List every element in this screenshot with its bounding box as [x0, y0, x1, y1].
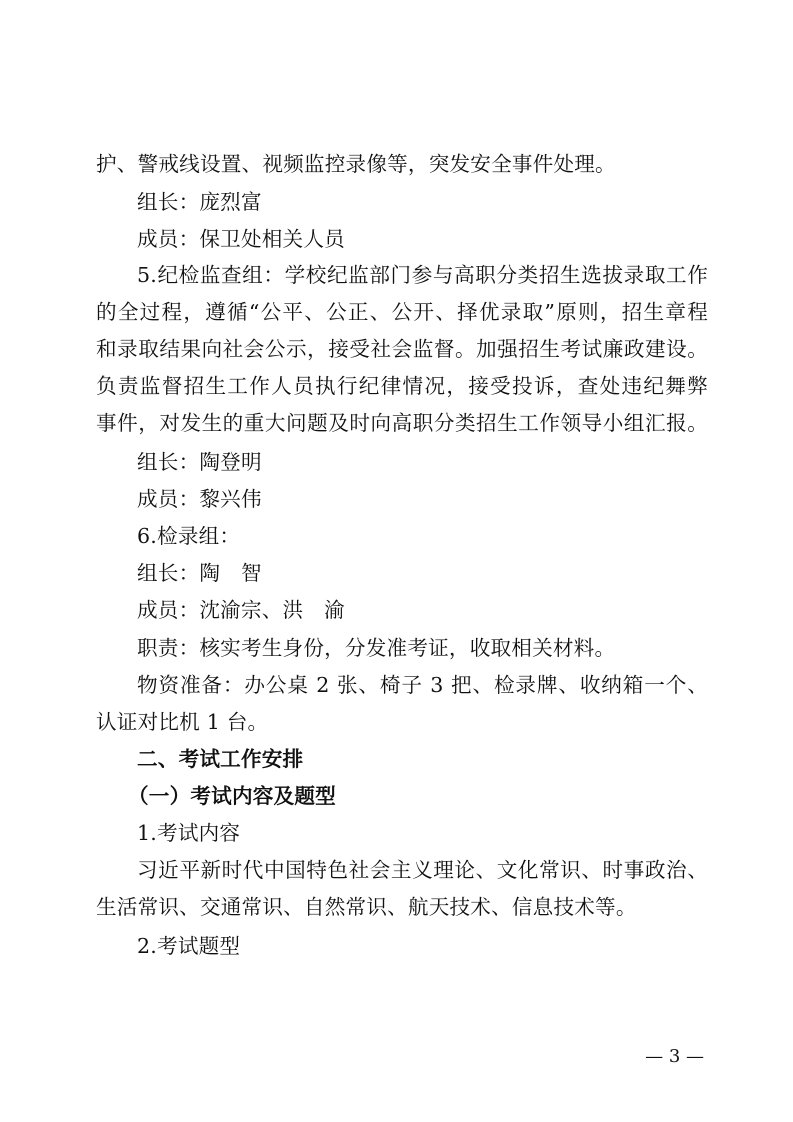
text-line-21: 生活常识、交通常识、自然常识、航天技术、信息技术等。: [96, 895, 637, 919]
text-line-19: 1.考试内容: [137, 821, 241, 845]
text-line-15: 物资准备：办公桌 2 张、椅子 3 把、检录牌、收纳箱一个、: [137, 673, 708, 697]
text-line-6: 和录取结果向社会公示，接受社会监督。加强招生考试廉政建设。: [96, 337, 708, 361]
text-line-9: 组长：陶登明: [137, 450, 262, 474]
text-line-2: 组长：庞烈富: [137, 190, 262, 214]
section-heading: 二、考试工作安排: [137, 747, 304, 771]
page-number: — 3 —: [645, 1046, 704, 1067]
text-line-11: 6.检录组：: [137, 524, 241, 548]
text-line-22: 2.考试题型: [137, 934, 241, 958]
text-line-20: 习近平新时代中国特色社会主义理论、文化常识、时事政治、: [137, 858, 708, 882]
text-line-13: 成员：沈渝宗、洪 渝: [137, 598, 345, 622]
text-line-1: 护、警戒线设置、视频监控录像等，突发安全事件处理。: [96, 152, 616, 176]
text-line-5: 的全过程，遵循“公平、公正、公开、择优录取”原则，招生章程: [96, 300, 708, 324]
text-line-12: 组长：陶 智: [137, 561, 262, 585]
subsection-heading: （一）考试内容及题型: [128, 784, 336, 808]
text-line-4: 5.纪检监查组：学校纪监部门参与高职分类招生选拔录取工作: [137, 263, 708, 287]
text-line-16: 认证对比机 1 台。: [96, 710, 269, 734]
text-line-3: 成员：保卫处相关人员: [137, 227, 345, 251]
text-line-7: 负责监督招生工作人员执行纪律情况，接受投诉，查处违纪舞弊: [96, 374, 708, 398]
text-line-10: 成员：黎兴伟: [137, 487, 262, 511]
text-line-14: 职责：核实考生身份，分发准考证，收取相关材料。: [137, 636, 616, 660]
text-line-8: 事件，对发生的重大问题及时向高职分类招生工作领导小组汇报。: [96, 411, 708, 435]
